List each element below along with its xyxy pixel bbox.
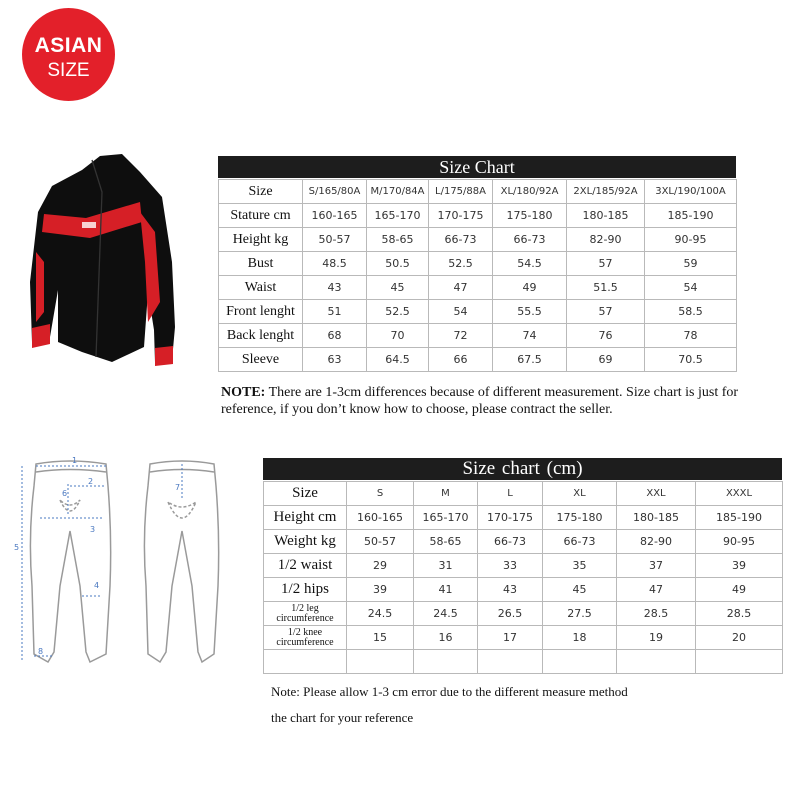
cell: 72 — [429, 324, 493, 348]
cell — [617, 650, 696, 674]
badge-line2: SIZE — [47, 60, 90, 81]
cell: 18 — [543, 626, 617, 650]
cell: 17 — [478, 626, 543, 650]
cell: 26.5 — [478, 602, 543, 626]
cell: 16 — [414, 626, 478, 650]
cell: 54.5 — [493, 252, 567, 276]
jacket-chart-title: Size Chart — [218, 156, 736, 178]
cell: 45 — [367, 276, 429, 300]
cell: 180-185 — [567, 204, 645, 228]
table-row — [264, 578, 783, 602]
badge-line1: ASIAN — [34, 34, 103, 57]
table-row — [219, 228, 737, 252]
table-row — [219, 252, 737, 276]
size-header: L/175/88A — [429, 180, 493, 204]
table-header-row — [219, 180, 737, 204]
cell: 55.5 — [493, 300, 567, 324]
cell: 24.5 — [347, 602, 414, 626]
cell — [543, 650, 617, 674]
cell: 78 — [645, 324, 737, 348]
cell — [478, 650, 543, 674]
row-label — [264, 602, 347, 626]
cell: 31 — [414, 554, 478, 578]
size-header: M — [414, 482, 478, 506]
cell: 45 — [543, 578, 617, 602]
cell: 90-95 — [696, 530, 783, 554]
measure-4: 4 — [94, 581, 100, 590]
row-label: 1/2 waist — [264, 554, 347, 578]
cell: 50-57 — [347, 530, 414, 554]
cell: 66-73 — [493, 228, 567, 252]
table-row — [264, 506, 783, 530]
cell: 185-190 — [696, 506, 783, 530]
cell: 43 — [478, 578, 543, 602]
size-header: XL/180/92A — [493, 180, 567, 204]
size-header: XXXL — [696, 482, 783, 506]
size-header: 2XL/185/92A — [567, 180, 645, 204]
cell: 51 — [303, 300, 367, 324]
cell: 175-180 — [543, 506, 617, 530]
cell: 50-57 — [303, 228, 367, 252]
row-label — [264, 626, 347, 650]
cell: 28.5 — [617, 602, 696, 626]
row-label: Stature cm — [219, 204, 303, 228]
cell: 59 — [645, 252, 737, 276]
size-header: M/170/84A — [367, 180, 429, 204]
cell: 185-190 — [645, 204, 737, 228]
measure-6: 6 — [62, 489, 68, 498]
row-label: Height cm — [264, 506, 347, 530]
row-label: Height kg — [219, 228, 303, 252]
table-row — [264, 626, 783, 650]
cell: 50.5 — [367, 252, 429, 276]
cell: 70.5 — [645, 348, 737, 372]
cell — [414, 650, 478, 674]
cell: 90-95 — [645, 228, 737, 252]
cell: 160-165 — [347, 506, 414, 530]
cell: 170-175 — [478, 506, 543, 530]
measure-3: 3 — [90, 525, 96, 534]
cell: 19 — [617, 626, 696, 650]
cell: 66-73 — [429, 228, 493, 252]
cell: 54 — [429, 300, 493, 324]
cell — [264, 650, 347, 674]
size-header: 3XL/190/100A — [645, 180, 737, 204]
cell: 41 — [414, 578, 478, 602]
cell: 82-90 — [567, 228, 645, 252]
size-header: XL — [543, 482, 617, 506]
row-label-line1: 1/2 knee — [287, 626, 323, 638]
size-header: S/165/80A — [303, 180, 367, 204]
cell: 58-65 — [367, 228, 429, 252]
cell: 160-165 — [303, 204, 367, 228]
cell: 33 — [478, 554, 543, 578]
cell: 39 — [347, 578, 414, 602]
note-label: NOTE: — [221, 385, 266, 400]
pants-chart-title: Size chart (cm) — [263, 458, 782, 480]
pants-back-diagram — [140, 456, 225, 671]
row-label: Waist — [219, 276, 303, 300]
size-header: XXL — [617, 482, 696, 506]
cell: 15 — [347, 626, 414, 650]
cell: 43 — [303, 276, 367, 300]
pants-front-diagram — [10, 456, 125, 671]
cell: 66-73 — [543, 530, 617, 554]
cell: 54 — [645, 276, 737, 300]
cell: 70 — [367, 324, 429, 348]
cell: 49 — [493, 276, 567, 300]
jacket-note — [221, 384, 741, 418]
cell: 76 — [567, 324, 645, 348]
cell: 82-90 — [617, 530, 696, 554]
measure-8: 8 — [38, 647, 44, 656]
pants-note-line2: the chart for your reference — [271, 710, 414, 725]
table-row — [264, 602, 783, 626]
cell: 66-73 — [478, 530, 543, 554]
measure-5: 5 — [14, 543, 20, 552]
row-label: Front lenght — [219, 300, 303, 324]
cell: 28.5 — [696, 602, 783, 626]
header-label: Size — [219, 180, 303, 204]
measure-7: 7 — [175, 483, 181, 492]
pants-size-table — [263, 481, 783, 674]
cell: 165-170 — [367, 204, 429, 228]
cell: 48.5 — [303, 252, 367, 276]
cell — [347, 650, 414, 674]
measure-1: 1 — [72, 456, 78, 465]
cell: 165-170 — [414, 506, 478, 530]
cell: 49 — [696, 578, 783, 602]
table-row-empty — [264, 650, 783, 674]
cell: 64.5 — [367, 348, 429, 372]
size-header: L — [478, 482, 543, 506]
table-header-row — [264, 482, 783, 506]
cell: 29 — [347, 554, 414, 578]
pants-note-line1: Note: Please allow 1-3 cm error due to the different measure method — [271, 684, 628, 699]
cell: 67.5 — [493, 348, 567, 372]
row-label-line2: circumference — [276, 612, 334, 624]
cell: 39 — [696, 554, 783, 578]
cell: 58.5 — [645, 300, 737, 324]
row-label: Bust — [219, 252, 303, 276]
cell: 52.5 — [367, 300, 429, 324]
table-row — [219, 348, 737, 372]
table-row — [219, 300, 737, 324]
cell: 47 — [429, 276, 493, 300]
cell: 20 — [696, 626, 783, 650]
cell: 66 — [429, 348, 493, 372]
cell: 180-185 — [617, 506, 696, 530]
row-label: 1/2 hips — [264, 578, 347, 602]
cell: 58-65 — [414, 530, 478, 554]
cell: 69 — [567, 348, 645, 372]
asian-size-badge — [22, 8, 115, 101]
row-label-line2: circumference — [276, 636, 334, 648]
header-label: Size — [264, 482, 347, 506]
table-row — [264, 554, 783, 578]
cell: 170-175 — [429, 204, 493, 228]
cell: 52.5 — [429, 252, 493, 276]
cell: 175-180 — [493, 204, 567, 228]
note-text: There are 1-3cm differences because of different measurement. Size chart is just for reference, if you don’t know how to choose, please contract the seller. — [221, 385, 739, 417]
cell — [696, 650, 783, 674]
row-label-line1: 1/2 leg — [291, 602, 319, 614]
cell: 63 — [303, 348, 367, 372]
table-row — [264, 530, 783, 554]
row-label: Back lenght — [219, 324, 303, 348]
jacket-image — [30, 152, 180, 384]
cell: 35 — [543, 554, 617, 578]
cell: 51.5 — [567, 276, 645, 300]
table-row — [219, 276, 737, 300]
cell: 37 — [617, 554, 696, 578]
cell: 47 — [617, 578, 696, 602]
table-row — [219, 324, 737, 348]
size-header: S — [347, 482, 414, 506]
jacket-size-table — [218, 179, 737, 372]
measure-2: 2 — [88, 477, 94, 486]
cell: 68 — [303, 324, 367, 348]
table-row — [219, 204, 737, 228]
cell: 57 — [567, 300, 645, 324]
row-label: Sleeve — [219, 348, 303, 372]
cell: 57 — [567, 252, 645, 276]
cell: 27.5 — [543, 602, 617, 626]
cell: 74 — [493, 324, 567, 348]
row-label: Weight kg — [264, 530, 347, 554]
cell: 24.5 — [414, 602, 478, 626]
